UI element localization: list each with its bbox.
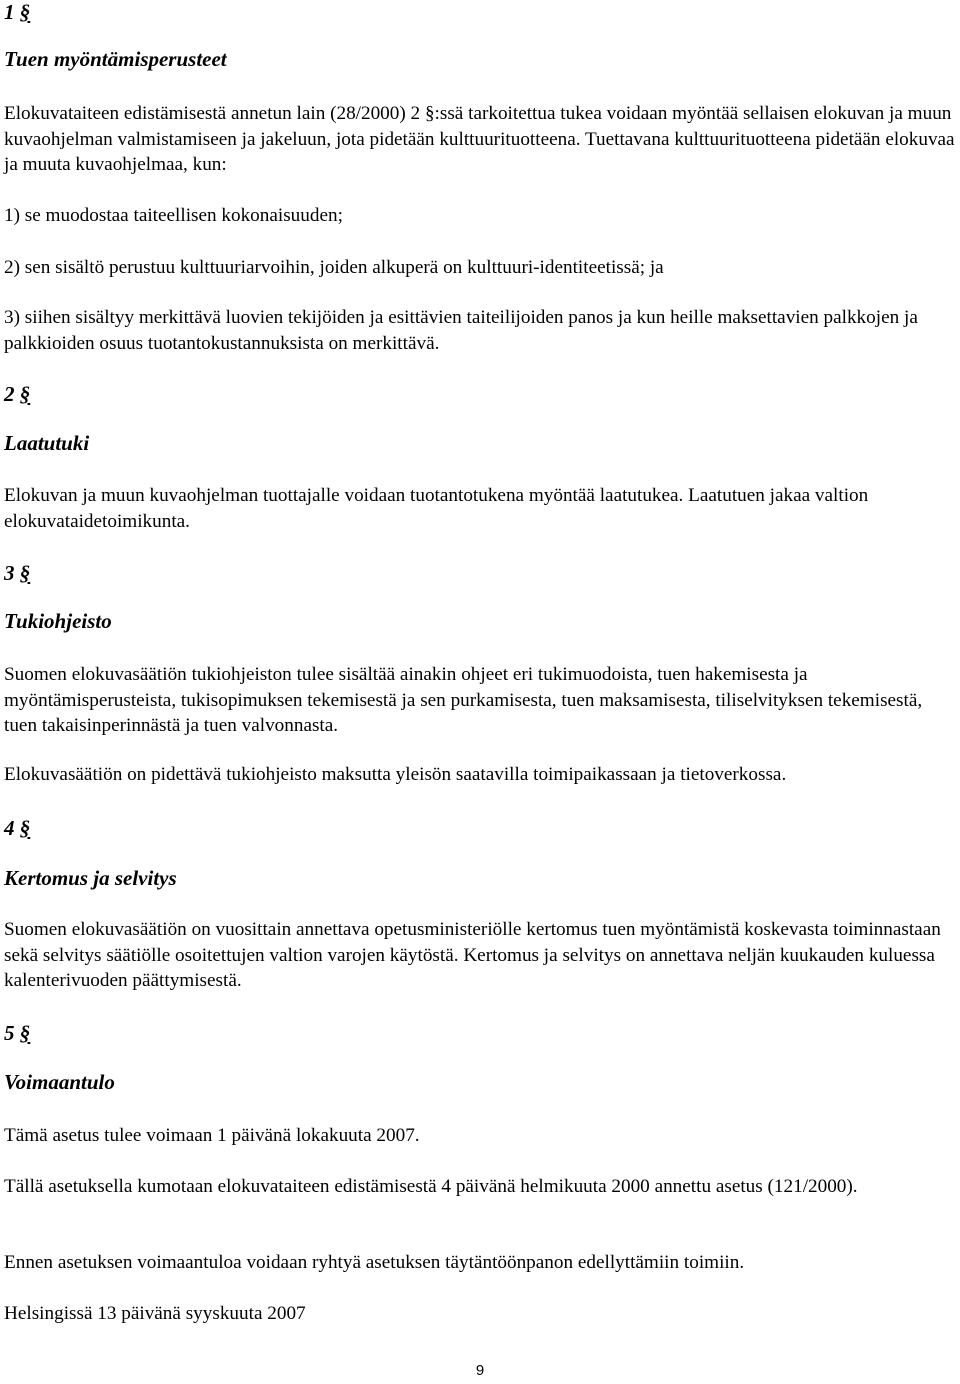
paragraph: Elokuvasäätiön on pidettävä tukiohjeisto maksutta yleisön saatavilla toimipaikassaan ja tietoverkossa. — [4, 764, 787, 785]
paragraph: Elokuvan ja muun kuvaohjelman tuottajalle voidaan tuotantotukena myöntää laatutukea. Laatutuen jakaa valtion elokuvataidetoimikunta. — [4, 485, 869, 532]
section-number: 4 § — [4, 816, 31, 840]
signature-line: Helsingissä 13 päivänä syyskuuta 2007 — [4, 1303, 306, 1324]
paragraph: Tällä asetuksella kumotaan elokuvataiteen edistämisestä 4 päivänä helmikuuta 2000 annettu asetus (121/2000). — [4, 1176, 858, 1197]
section-number: 5 § — [4, 1021, 31, 1045]
list-item: 2) sen sisältö perustuu kulttuuriarvoihin, joiden alkuperä on kulttuuri-identiteetissä; ja — [4, 257, 664, 278]
paragraph: Elokuvataiteen edistämisestä annetun lain (28/2000) 2 §:ssä tarkoitettua tukea voidaan myöntää sellaisen elokuvan ja muun kuvaohjelman valmistamiseen ja jakeluun, jota pidetään kulttuurituotteena. Tuettavana kulttuurituotteena pidetään elokuvaa ja muuta kuvaohjelmaa, kun: — [4, 103, 955, 176]
section-title: Laatutuki — [4, 431, 90, 455]
section-number: 3 § — [4, 561, 31, 585]
paragraph: Suomen elokuvasäätiön on vuosittain annettava opetusministeriölle kertomus tuen myöntämistä koskevasta toiminnastaan sekä selvitys säätiölle osoitettujen valtion varojen käytöstä. Kertomus ja selvitys on annettava neljän kuukauden kuluessa kalenterivuoden päättymisestä. — [4, 919, 941, 992]
section-number: 2 § — [4, 382, 31, 406]
page-number: 9 — [475, 1362, 485, 1379]
paragraph: Suomen elokuvasäätiön tukiohjeiston tulee sisältää ainakin ohjeet eri tukimuodoista, tuen hakemisesta ja myöntämisperusteista, tukisopimuksen tekemisestä ja sen purkamisesta, tuen maksamisesta, tiliselvityksen tekemisestä, tuen takaisinperinnästä ja tuen valvonnasta. — [4, 664, 923, 737]
list-item: 1) se muodostaa taiteellisen kokonaisuuden; — [4, 205, 343, 226]
paragraph: Ennen asetuksen voimaantuloa voidaan ryhtyä asetuksen täytäntöönpanon edellyttämiin toimiin. — [4, 1252, 745, 1273]
section-title: Tuen myöntämisperusteet — [4, 47, 227, 71]
section-number: 1 § — [4, 0, 31, 24]
list-item: 3) siihen sisältyy merkittävä luovien tekijöiden ja esittävien taiteilijoiden panos ja kun heille maksettavien palkkojen ja palkkioiden osuus tuotantokustannuksista on merkittävä. — [4, 307, 918, 354]
section-title: Voimaantulo — [4, 1070, 115, 1094]
section-title: Tukiohjeisto — [4, 609, 112, 633]
paragraph: Tämä asetus tulee voimaan 1 päivänä lokakuuta 2007. — [4, 1125, 420, 1146]
section-title: Kertomus ja selvitys — [4, 866, 177, 890]
